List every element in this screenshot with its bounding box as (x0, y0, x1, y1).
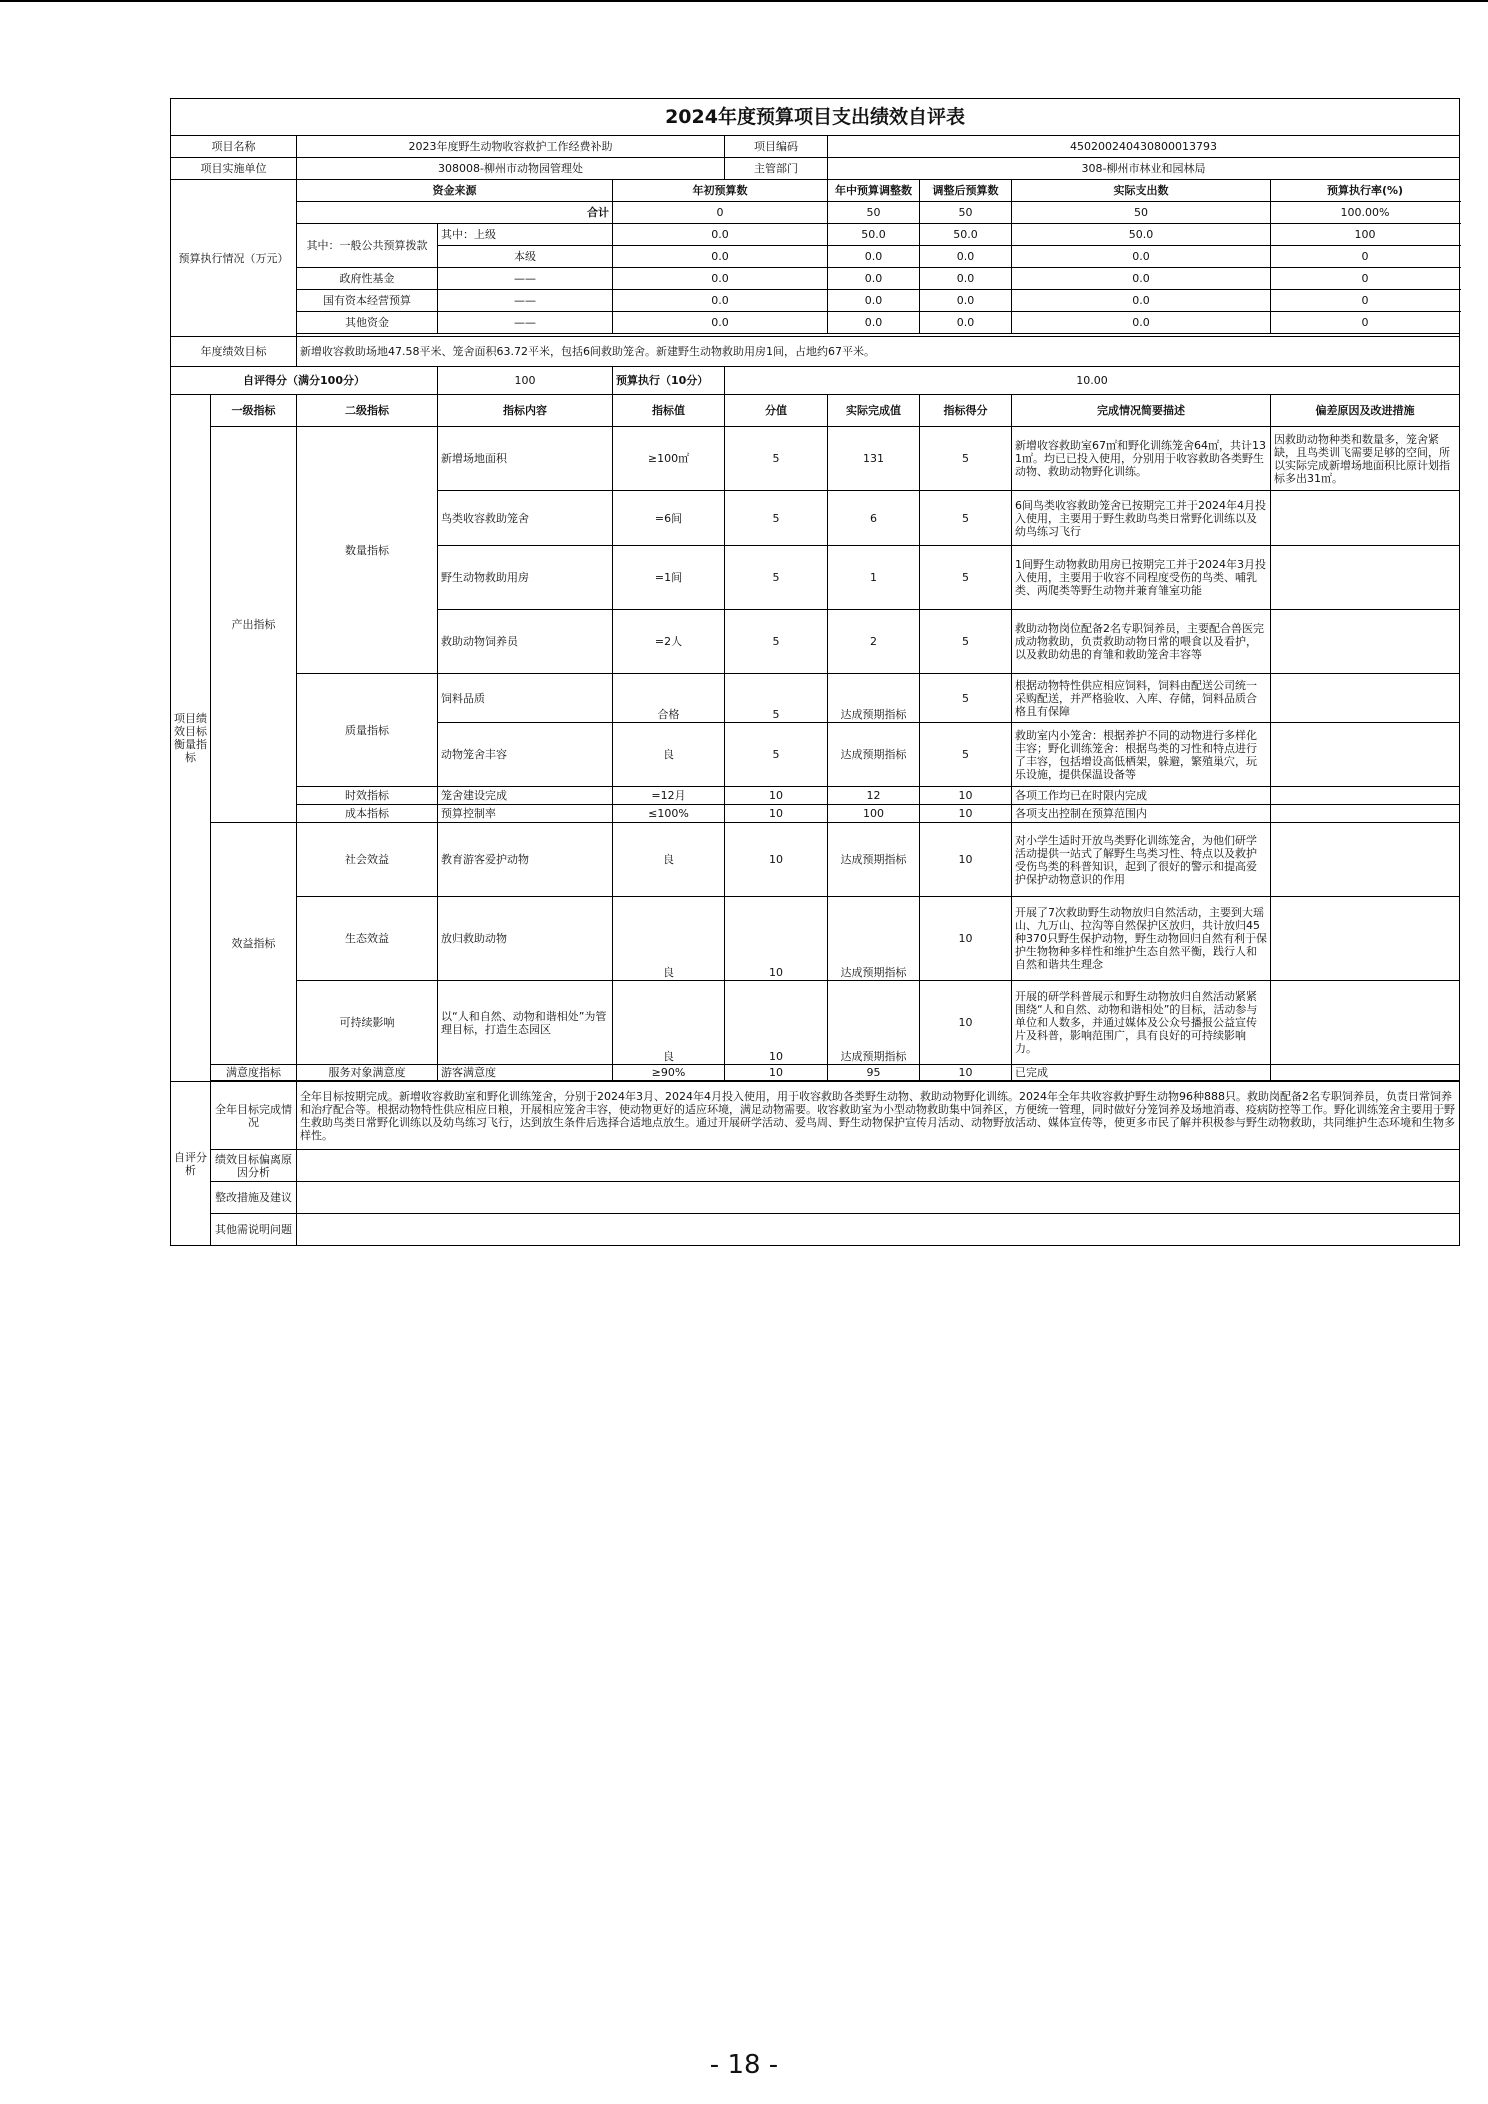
dept-value: 308-柳州市林业和园林局 (828, 158, 1460, 180)
table-row-content: 野生动物救助用房 (438, 546, 613, 610)
table-row-score: 5 (725, 546, 828, 610)
table-row-reason (1271, 1065, 1460, 1081)
table-row-value: 良 (613, 981, 725, 1065)
table-row-actual: 131 (828, 427, 920, 491)
budget-section-label: 预算执行情况（万元） (171, 180, 297, 337)
table-row-desc: 救助动物岗位配备2名专职饲养员，主要配合兽医完成动物救助，负责救助动物日常的喂食以及看护，以及救助幼患的育雏和救助笼舍丰容等 (1012, 610, 1271, 674)
table-row-desc: 各项工作均已在时限内完成 (1012, 787, 1271, 805)
table-row-got: 10 (920, 1065, 1012, 1081)
table-row-score: 10 (725, 981, 828, 1065)
budget-govfund-actual: 0.0 (1012, 268, 1271, 290)
budget-local-label: 本级 (438, 246, 613, 268)
table-row-reason (1271, 674, 1460, 723)
table-row-got: 10 (920, 897, 1012, 981)
budget-other-rate: 0 (1271, 312, 1460, 334)
budget-local-initial: 0.0 (613, 246, 828, 268)
budget-local-rate: 0 (1271, 246, 1460, 268)
impl-unit-label: 项目实施单位 (171, 158, 297, 180)
budget-header-source: 资金来源 (297, 180, 613, 202)
table-row-content: 笼舍建设完成 (438, 787, 613, 805)
table-row-content: 游客满意度 (438, 1065, 613, 1081)
table-row-reason (1271, 805, 1460, 823)
table-row-reason (1271, 981, 1460, 1065)
table-row-actual: 达成预期指标 (828, 674, 920, 723)
table-row-reason: 因救助动物种类和数量多，笼舍紧缺，且鸟类训飞需要足够的空间，所以实际完成新增场地面积比原计划指标多出31㎡。 (1271, 427, 1460, 491)
table-row-desc: 各项支出控制在预算范围内 (1012, 805, 1271, 823)
budget-govfund-initial: 0.0 (613, 268, 828, 290)
project-code-label: 项目编码 (725, 136, 828, 158)
table-row-value: 良 (613, 823, 725, 897)
table-row-desc: 新增收容救助室67㎡和野化训练笼舍64㎡，共计131㎡。均已已投入使用，分别用于收容救助各类野生动物、救助动物野化训练。 (1012, 427, 1271, 491)
page-number: - 18 - (709, 2050, 779, 2080)
budget-statecap-actual: 0.0 (1012, 290, 1271, 312)
table-row-content: 以“人和自然、动物和谐相处”为管理目标，打造生态园区 (438, 981, 613, 1065)
annual-goal-label: 年度绩效目标 (171, 337, 297, 367)
self-score-label: 自评得分（满分100分） (171, 367, 438, 395)
table-row-desc: 开展了7次救助野生动物放归自然活动，主要到大瑶山、九万山、拉沟等自然保护区放归，共计放归45种370只野生保护动物，野生动物回归自然有利于保护生物物种多样性和维护生态自然平衡，践行人和自然和谐共生理念 (1012, 897, 1271, 981)
budget-header-adjust: 年中预算调整数 (828, 180, 920, 202)
output-indicator-label: 产出指标 (211, 427, 297, 823)
budget-statecap-initial: 0.0 (613, 290, 828, 312)
budget-local-actual: 0.0 (1012, 246, 1271, 268)
budget-upper-rate: 100 (1271, 224, 1460, 246)
budget-statecap-adjusted: 0.0 (920, 290, 1012, 312)
table-row-got: 5 (920, 610, 1012, 674)
budget-upper-adjust: 50.0 (828, 224, 920, 246)
ind-header-value: 指标值 (613, 395, 725, 427)
budget-header-initial: 年初预算数 (613, 180, 828, 202)
table-row-value: =6间 (613, 491, 725, 546)
budget-statecap-adjust: 0.0 (828, 290, 920, 312)
table-row-score: 10 (725, 787, 828, 805)
quality-indicator-label: 质量指标 (297, 674, 438, 787)
eco-benefit-label: 生态效益 (297, 897, 438, 981)
budget-other-initial: 0.0 (613, 312, 828, 334)
table-row-desc: 6间鸟类收容救助笼舍已按期完工并于2024年4月投入使用，主要用于野生救助鸟类日常野化训练以及幼鸟练习飞行 (1012, 491, 1271, 546)
table-row-got: 5 (920, 491, 1012, 546)
table-row-score: 5 (725, 610, 828, 674)
table-row-actual: 1 (828, 546, 920, 610)
table-row-actual: 6 (828, 491, 920, 546)
complete-text: 全年目标按期完成。新增收容救助室和野化训练笼舍，分别于2024年3月、2024年4月投入使用，用于收容救助各类野生动物、救助动物野化训练。2024年全年共收容救护野生动物96种888只。救助岗配备2名专职饲养员，负责日常饲养和治疗配合等。根据动物特性供应相应日粮，开展相应笼舍丰容，使动物更好的适应环境，满足动物需要。收容救助室为小型动物救助集中饲养区，方便统一管理，同时做好分笼饲养及场地消毒、疫病防控等工作。野化训练笼舍主要用于野生救助鸟类日常野化训练以及幼鸟练习飞行，达到放生条件后选择合适地点放生。通过开展研学活动、爱鸟周、野生动物保护宣传月活动、动物野放活动、媒体宣传等，使更多市民了解并积极参与野生动物救助，共同维护生态环境和生物多样性。 (297, 1082, 1460, 1150)
budget-general-label: 其中：一般公共预算拨款 (297, 224, 438, 268)
table-row-content: 鸟类收容救助笼舍 (438, 491, 613, 546)
top-border-line (0, 0, 1488, 2)
budget-upper-initial: 0.0 (613, 224, 828, 246)
table-row-actual: 2 (828, 610, 920, 674)
benefit-indicator-label: 效益指标 (211, 823, 297, 1065)
table-row-content: 饲料品质 (438, 674, 613, 723)
budget-govfund-adjusted: 0.0 (920, 268, 1012, 290)
rectify-label: 整改措施及建议 (211, 1182, 297, 1214)
deviation-text (297, 1150, 1460, 1182)
table-row-got: 10 (920, 805, 1012, 823)
budget-total-adjust: 50 (828, 202, 920, 224)
table-row-score: 5 (725, 491, 828, 546)
table-row-got: 10 (920, 981, 1012, 1065)
budget-local-adjusted: 0.0 (920, 246, 1012, 268)
budget-statecap-dash: —— (438, 290, 613, 312)
indicator-section-label: 项目绩效目标衡量指标 (171, 395, 211, 1082)
timeliness-indicator-label: 时效指标 (297, 787, 438, 805)
table-row-content: 教育游客爱护动物 (438, 823, 613, 897)
budget-total-initial: 0 (613, 202, 828, 224)
ind-header-desc: 完成情况简要描述 (1012, 395, 1271, 427)
budget-govfund-adjust: 0.0 (828, 268, 920, 290)
budget-statecap-rate: 0 (1271, 290, 1460, 312)
budget-total-adjusted: 50 (920, 202, 1012, 224)
complete-label: 全年目标完成情况 (211, 1082, 297, 1150)
other-notes-label: 其他需说明问题 (211, 1214, 297, 1246)
budget-other-actual: 0.0 (1012, 312, 1271, 334)
table-row-desc: 开展的研学科普展示和野生动物放归自然活动紧紧围绕“人和自然、动物和谐相处”的目标，活动参与单位和人数多，并通过媒体及公众号播报公益宣传片及科普，影响范围广，具有良好的可持续影响力。 (1012, 981, 1271, 1065)
ind-header-score: 分值 (725, 395, 828, 427)
table-row-desc: 对小学生适时开放鸟类野化训练笼舍，为他们研学活动提供一站式了解野生鸟类习性、特点以及救护受伤鸟类的科普知识，起到了很好的警示和提高爱护保护动物意识的作用 (1012, 823, 1271, 897)
budget-local-adjust: 0.0 (828, 246, 920, 268)
ind-header-got: 指标得分 (920, 395, 1012, 427)
budget-total-label: 合计 (297, 202, 613, 224)
table-row-value: 合格 (613, 674, 725, 723)
table-row-reason (1271, 897, 1460, 981)
table-row-actual: 达成预期指标 (828, 897, 920, 981)
table-row-score: 5 (725, 427, 828, 491)
table-row-value: =2人 (613, 610, 725, 674)
budget-govfund-rate: 0 (1271, 268, 1460, 290)
quantity-indicator-label: 数量指标 (297, 427, 438, 674)
budget-upper-actual: 50.0 (1012, 224, 1271, 246)
table-row-content: 动物笼舍丰容 (438, 723, 613, 787)
satisfaction-indicator-label: 满意度指标 (211, 1065, 297, 1081)
budget-header-adjusted: 调整后预算数 (920, 180, 1012, 202)
ind-header-content: 指标内容 (438, 395, 613, 427)
table-row-desc: 救助室内小笼舍：根据养护不同的动物进行多样化丰容；野化训练笼舍：根据鸟类的习性和特点进行了丰容，包括增设高低栖架，躲避，繁殖巢穴，玩乐设施，提供保温设备等 (1012, 723, 1271, 787)
sustain-impact-label: 可持续影响 (297, 981, 438, 1065)
table-row-desc: 已完成 (1012, 1065, 1271, 1081)
dept-label: 主管部门 (725, 158, 828, 180)
budget-govfund-label: 政府性基金 (297, 268, 438, 290)
table-row-desc: 1间野生动物救助用房已按期完工并于2024年3月投入使用，主要用于收容不同程度受伤的鸟类、哺乳类、两爬类等野生动物并兼育雏室功能 (1012, 546, 1271, 610)
table-row-value: ≥90% (613, 1065, 725, 1081)
table-row-actual: 达成预期指标 (828, 723, 920, 787)
budget-other-adjusted: 0.0 (920, 312, 1012, 334)
ind-header-reason: 偏差原因及改进措施 (1271, 395, 1460, 427)
budget-govfund-dash: —— (438, 268, 613, 290)
deviation-label: 绩效目标偏离原因分析 (211, 1150, 297, 1182)
evaluation-form (170, 98, 1460, 1246)
table-row-content: 新增场地面积 (438, 427, 613, 491)
table-row-actual: 95 (828, 1065, 920, 1081)
table-row-desc: 根据动物特性供应相应饲料，饲料由配送公司统一采购配送，并严格验收、入库、存储，饲料品质合格且有保障 (1012, 674, 1271, 723)
rectify-text (297, 1182, 1460, 1214)
table-row-content: 放归救助动物 (438, 897, 613, 981)
table-row-reason (1271, 787, 1460, 805)
table-row-reason (1271, 610, 1460, 674)
exec-score-label: 预算执行（10分） (613, 367, 725, 395)
table-row-got: 10 (920, 823, 1012, 897)
table-row-reason (1271, 546, 1460, 610)
table-row-value: ≥100㎡ (613, 427, 725, 491)
table-row-got: 5 (920, 674, 1012, 723)
table-row-content: 预算控制率 (438, 805, 613, 823)
self-eval-section-label: 自评分析 (171, 1082, 211, 1246)
table-row-reason (1271, 823, 1460, 897)
table-row-got: 5 (920, 723, 1012, 787)
budget-statecap-label: 国有资本经营预算 (297, 290, 438, 312)
satisfaction-sub-label: 服务对象满意度 (297, 1065, 438, 1081)
ind-header-level2: 二级指标 (297, 395, 438, 427)
table-row-reason (1271, 491, 1460, 546)
evaluation-table (170, 98, 1460, 1246)
social-benefit-label: 社会效益 (297, 823, 438, 897)
table-row-score: 5 (725, 723, 828, 787)
table-row-score: 10 (725, 823, 828, 897)
budget-header-actual: 实际支出数 (1012, 180, 1271, 202)
exec-score-value: 10.00 (725, 367, 1460, 395)
ind-header-level1: 一级指标 (211, 395, 297, 427)
form-title: 2024年度预算项目支出绩效自评表 (171, 99, 1460, 136)
table-row-got: 10 (920, 787, 1012, 805)
annual-goal-text: 新增收容救助场地47.58平米、笼舍面积63.72平米，包括6间救助笼舍。新建野生动物救助用房1间，占地约67平米。 (297, 337, 1460, 367)
table-row-reason (1271, 723, 1460, 787)
project-code-value: 450200240430800013793 (828, 136, 1460, 158)
budget-other-adjust: 0.0 (828, 312, 920, 334)
table-row-content: 救助动物饲养员 (438, 610, 613, 674)
table-row-score: 5 (725, 674, 828, 723)
budget-total-rate: 100.00% (1271, 202, 1460, 224)
table-row-got: 5 (920, 546, 1012, 610)
table-row-actual: 12 (828, 787, 920, 805)
impl-unit-value: 308008-柳州市动物园管理处 (297, 158, 725, 180)
table-row-value: =12月 (613, 787, 725, 805)
budget-other-dash: —— (438, 312, 613, 334)
project-name-value: 2023年度野生动物收容救护工作经费补助 (297, 136, 725, 158)
budget-total-actual: 50 (1012, 202, 1271, 224)
budget-upper-adjusted: 50.0 (920, 224, 1012, 246)
budget-upper-label: 其中：上级 (438, 224, 613, 246)
other-notes-text (297, 1214, 1460, 1246)
self-score-value: 100 (438, 367, 613, 395)
table-row-value: 良 (613, 723, 725, 787)
table-row-got: 5 (920, 427, 1012, 491)
table-row-actual: 达成预期指标 (828, 981, 920, 1065)
ind-header-actual: 实际完成值 (828, 395, 920, 427)
budget-other-label: 其他资金 (297, 312, 438, 334)
table-row-actual: 100 (828, 805, 920, 823)
table-row-value: ≤100% (613, 805, 725, 823)
table-row-value: =1间 (613, 546, 725, 610)
budget-header-rate: 预算执行率(%) (1271, 180, 1460, 202)
project-name-label: 项目名称 (171, 136, 297, 158)
table-row-score: 10 (725, 1065, 828, 1081)
cost-indicator-label: 成本指标 (297, 805, 438, 823)
table-row-score: 10 (725, 805, 828, 823)
table-row-value: 良 (613, 897, 725, 981)
table-row-score: 10 (725, 897, 828, 981)
table-row-actual: 达成预期指标 (828, 823, 920, 897)
